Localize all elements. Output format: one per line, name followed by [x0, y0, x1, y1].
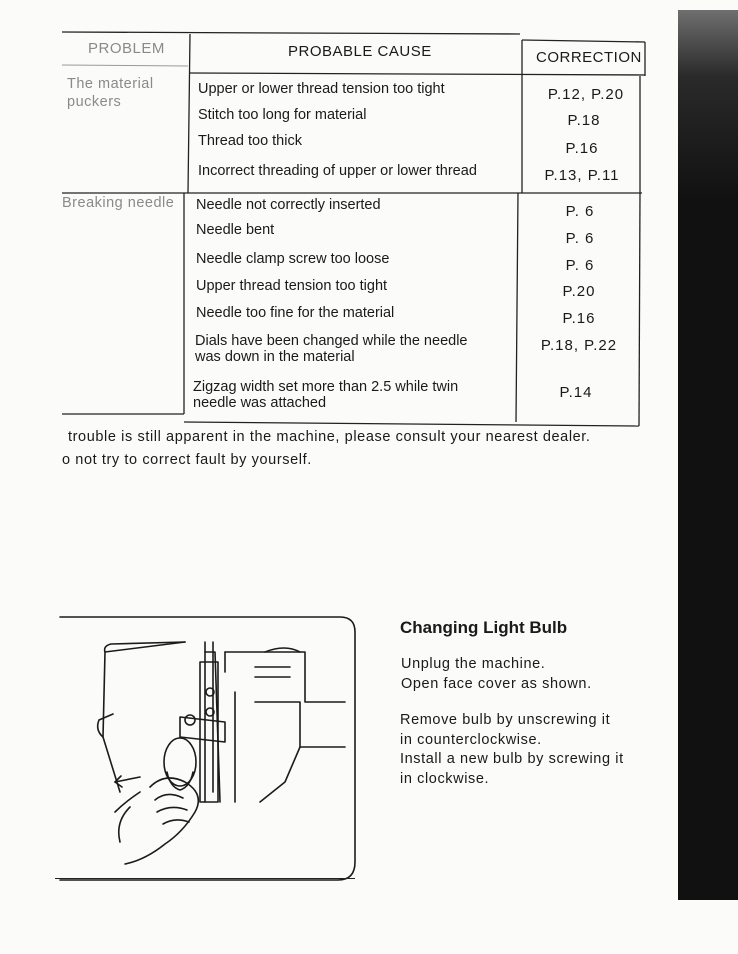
cause-row: was down in the material	[195, 349, 355, 365]
cause-row: Upper thread tension too tight	[196, 278, 388, 294]
cause-row: Upper or lower thread tension too tight	[198, 81, 445, 97]
correction-value: P.13, P.11	[544, 167, 620, 184]
illustration-baseline	[55, 878, 355, 879]
correction-value: P.18, P.22	[540, 337, 618, 354]
correction-value: P.12, P.20	[547, 86, 625, 103]
cause-row: Needle not correctly inserted	[196, 197, 381, 213]
paragraph: Unplug the machine.	[401, 656, 546, 672]
paragraph: Open face cover as shown.	[401, 676, 592, 692]
cause-row: Needle clamp screw too loose	[196, 251, 390, 267]
problem-material-puckers: The material puckers	[67, 76, 154, 110]
paragraph: in counterclockwise.	[400, 732, 542, 748]
correction-value: P. 6	[565, 257, 595, 274]
correction-value: P.16	[565, 140, 599, 157]
correction-value: P.14	[559, 384, 593, 401]
paragraph: Remove bulb by unscrewing it	[400, 712, 611, 728]
cause-row: Thread too thick	[198, 133, 302, 149]
paragraph: Install a new bulb by screwing it	[400, 751, 624, 767]
note-do-not-correct: o not try to correct fault by yourself.	[62, 452, 312, 468]
section-title: Changing Light Bulb	[400, 618, 568, 637]
light-bulb-illustration	[55, 612, 360, 887]
header-problem: PROBLEM	[88, 40, 165, 57]
correction-value: P. 6	[565, 230, 595, 247]
correction-value: P.20	[562, 283, 596, 300]
cause-row: Stitch too long for material	[198, 107, 367, 123]
header-probable-cause: PROBABLE CAUSE	[288, 43, 432, 60]
cause-row: Dials have been changed while the needle	[195, 333, 468, 349]
correction-value: P.16	[562, 310, 596, 327]
cause-row: Needle too fine for the material	[196, 305, 395, 321]
cause-row: Zigzag width set more than 2.5 while twin	[193, 379, 459, 395]
cause-row: needle was attached	[193, 395, 327, 411]
header-correction: CORRECTION	[536, 49, 642, 66]
correction-value: P. 6	[565, 203, 595, 220]
cause-row: Incorrect threading of upper or lower thread	[198, 163, 477, 179]
paragraph: in clockwise.	[400, 771, 490, 787]
note-consult-dealer: trouble is still apparent in the machine, please consult your nearest dealer.	[68, 429, 591, 445]
problem-breaking-needle: Breaking needle	[62, 195, 175, 211]
cause-row: Needle bent	[196, 222, 275, 238]
correction-value: P.18	[567, 112, 601, 129]
